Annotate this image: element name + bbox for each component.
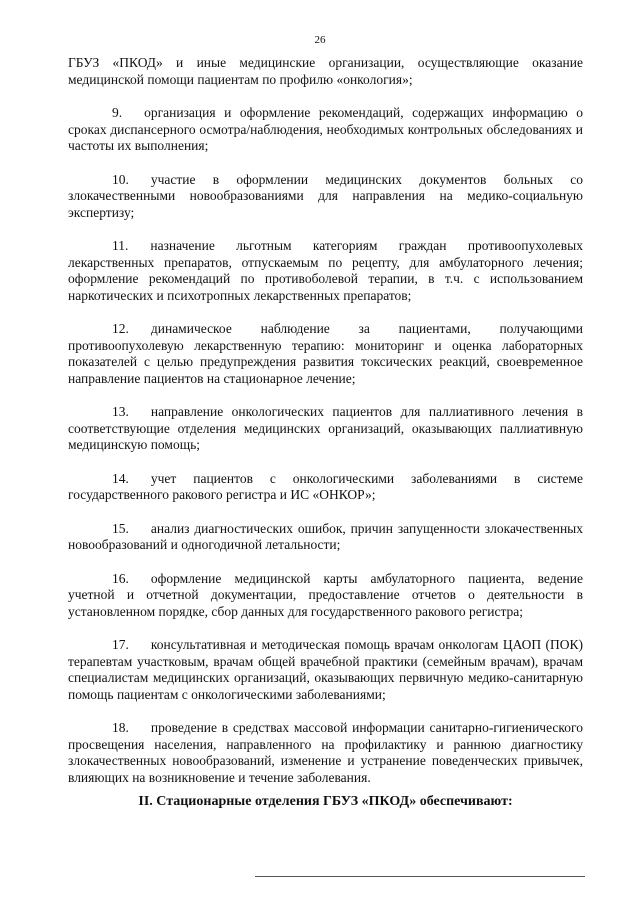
page-number: 26 xyxy=(314,34,326,46)
list-item xyxy=(68,637,583,703)
item-number: 16. xyxy=(112,570,129,586)
item-text: динамическое наблюдение за пациентами, получающими противоопухолевую лекарственную терапию: мониторинг и оценка лабораторных показателей с целью предупреждения развития токсических реакций, своевременное направление пациентов на стационарное лечение; xyxy=(68,321,583,386)
item-number: 13. xyxy=(112,404,129,419)
list-item xyxy=(68,571,583,621)
item-number: 15. xyxy=(112,520,129,536)
item-number: 9. xyxy=(112,105,123,120)
item-number: 12. xyxy=(112,321,129,336)
item-number: 18. xyxy=(112,720,129,735)
list-item xyxy=(68,404,583,454)
list-item xyxy=(68,105,583,155)
item-text: консультативная и методическая помощь врачам онкологам ЦАОП (ПОК) терапевтам участковым, врачам общей врачебной практики (семейным врачам), врачам специалистам медицинских организаций, оказывающих первичную медико-санитарную помощь пациентам с онкологическими заболеваниями; xyxy=(68,637,583,702)
item-text: учет пациентов с онкологическими заболеваниями в системе государственного ракового регистра и ИС «ОНКОР»; xyxy=(68,470,583,502)
item-text: назначение льготным категориям граждан противоопухолевых лекарственных препаратов, отпускаемым по рецепту, для амбулаторного лечения; оформление рекомендаций по противоболевой терапии, в т.ч. с использованием наркотических и психотропных лекарственных препаратов; xyxy=(68,238,583,303)
item-number: 14. xyxy=(112,470,129,486)
list-item xyxy=(68,471,583,504)
item-text: участие в оформлении медицинских документов больных со злокачественными новообразованиями для направления на медико-социальную экспертизу; xyxy=(68,171,583,220)
item-text: анализ диагностических ошибок, причин запущенности злокачественных новообразований и одногодичной летальности; xyxy=(68,520,583,552)
item-text: организация и оформление рекомендаций, содержащих информацию о сроках диспансерного осмотра/наблюдения, необходимых контрольных обследованиях и частоты их выполнения; xyxy=(68,105,583,153)
document-body xyxy=(68,55,583,811)
item-text: оформление медицинской карты амбулаторного пациента, ведение учетной и отчетной документации, предоставление отчетов о деятельности в установленном порядке, сбор данных для государственного ракового регистра; xyxy=(68,570,583,619)
item-text: проведение в средствах массовой информации санитарно-гигиенического просвещения населения, направленного на профилактику и раннюю диагностику злокачественных новообразований, изменение и устранение поведенческих привычек, влияющих на возникновение и течение заболевания. xyxy=(68,720,583,785)
list-item xyxy=(68,521,583,554)
list-item xyxy=(68,238,583,304)
list-item xyxy=(68,720,583,786)
intro-paragraph: ГБУЗ «ПКОД» и иные медицинские организации, осуществляющие оказание медицинской помощи пациентам по профилю «онкология»; xyxy=(68,55,583,87)
footer-rule xyxy=(255,876,585,877)
list-item xyxy=(68,321,583,387)
item-number: 11. xyxy=(112,238,129,253)
item-text: направление онкологических пациентов для паллиативного лечения в соответствующие отделения медицинских организаций, оказывающих паллиативную медицинскую помощь; xyxy=(68,404,583,452)
item-number: 17. xyxy=(112,637,129,652)
list-item xyxy=(68,172,583,222)
section-heading: II. Стационарные отделения ГБУЗ «ПКОД» обеспечивают: xyxy=(138,794,513,809)
item-number: 10. xyxy=(112,171,129,187)
